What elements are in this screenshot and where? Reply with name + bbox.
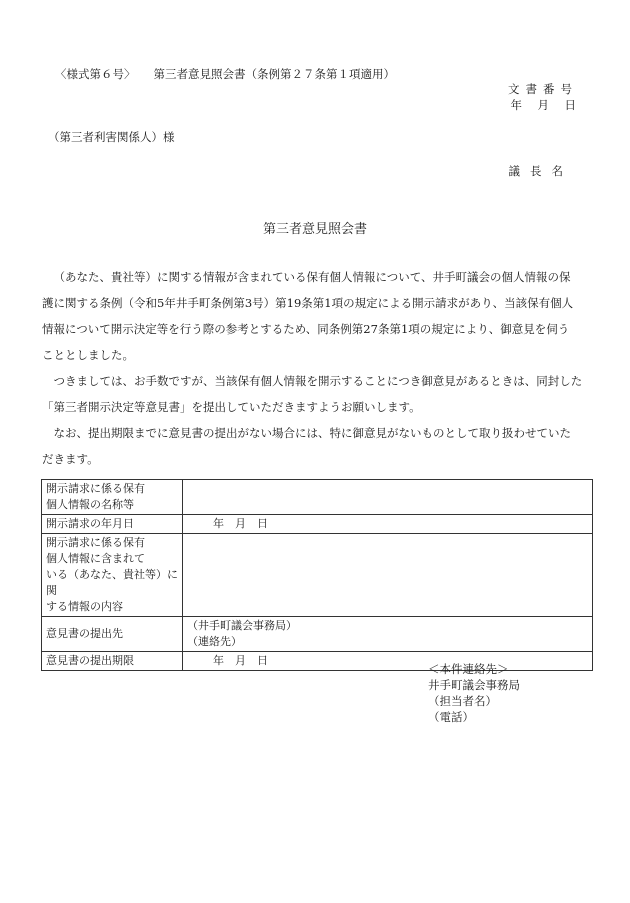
row-label: 開示請求に係る保有 個人情報に含まれて いる（あなた、貴社等）に関 する情報の内容 (42, 534, 183, 617)
contact-office: 井手町議会事務局 (428, 678, 520, 692)
body-text (42, 264, 587, 472)
form-header (55, 66, 395, 82)
row-value (183, 534, 593, 617)
body-paragraph: なお、提出期限までに意見書の提出がない場合には、特に御意見がないものとして取り扱わせていた だきます。 (42, 426, 571, 466)
document-title: 第三者意見照会書 (262, 222, 367, 237)
row-label: 意見書の提出期限 (42, 652, 183, 671)
table-row (42, 617, 593, 652)
row-label: 開示請求の年月日 (42, 515, 183, 534)
contact-heading: ＜本件連絡先＞ (428, 662, 509, 676)
body-paragraph: つきましては、お手数ですが、当該保有個人情報を開示することにつき御意見があるときは、同封した 「第三者開示決定等意見書」を提出していただきますようお願いします。 (42, 374, 583, 414)
row-value: 年 月 日 (183, 515, 593, 534)
table-row (42, 534, 593, 617)
body-paragraph: （あなた、貴社等）に関する情報が含まれている保有個人情報について、井手町議会の個人情報の保 護に関する条例（令和5年井手町条例第3号）第19条第1項の規定による開示請求があり、当該保有個人 情報について開示決定等を行う際の参考とするため、同条例第27条第1項の規定により、御意見を伺う こととしました。 (42, 270, 574, 362)
row-value: （井手町議会事務局） （連絡先） (183, 617, 593, 652)
contact-person: （担当者名） (428, 694, 497, 708)
sender-name: 議長名 (508, 164, 573, 178)
addressee: （第三者利害関係人）様 (48, 130, 175, 144)
table-row (42, 480, 593, 515)
form-title: 第三者意見照会書（条例第２７条第１項適用） (153, 67, 395, 81)
document-date-label: 年 月 日 (510, 98, 578, 112)
form-number: 〈様式第６号〉 (55, 67, 136, 81)
contact-block (428, 661, 520, 725)
request-info-table (41, 479, 593, 671)
row-label: 開示請求に係る保有 個人情報の名称等 (42, 480, 183, 515)
row-value (183, 480, 593, 515)
contact-phone: （電話） (428, 710, 474, 724)
row-value: 年 月 日 (183, 652, 593, 671)
table-row (42, 515, 593, 534)
row-label: 意見書の提出先 (42, 617, 183, 652)
document-number-label: 文書番号 (508, 82, 578, 96)
